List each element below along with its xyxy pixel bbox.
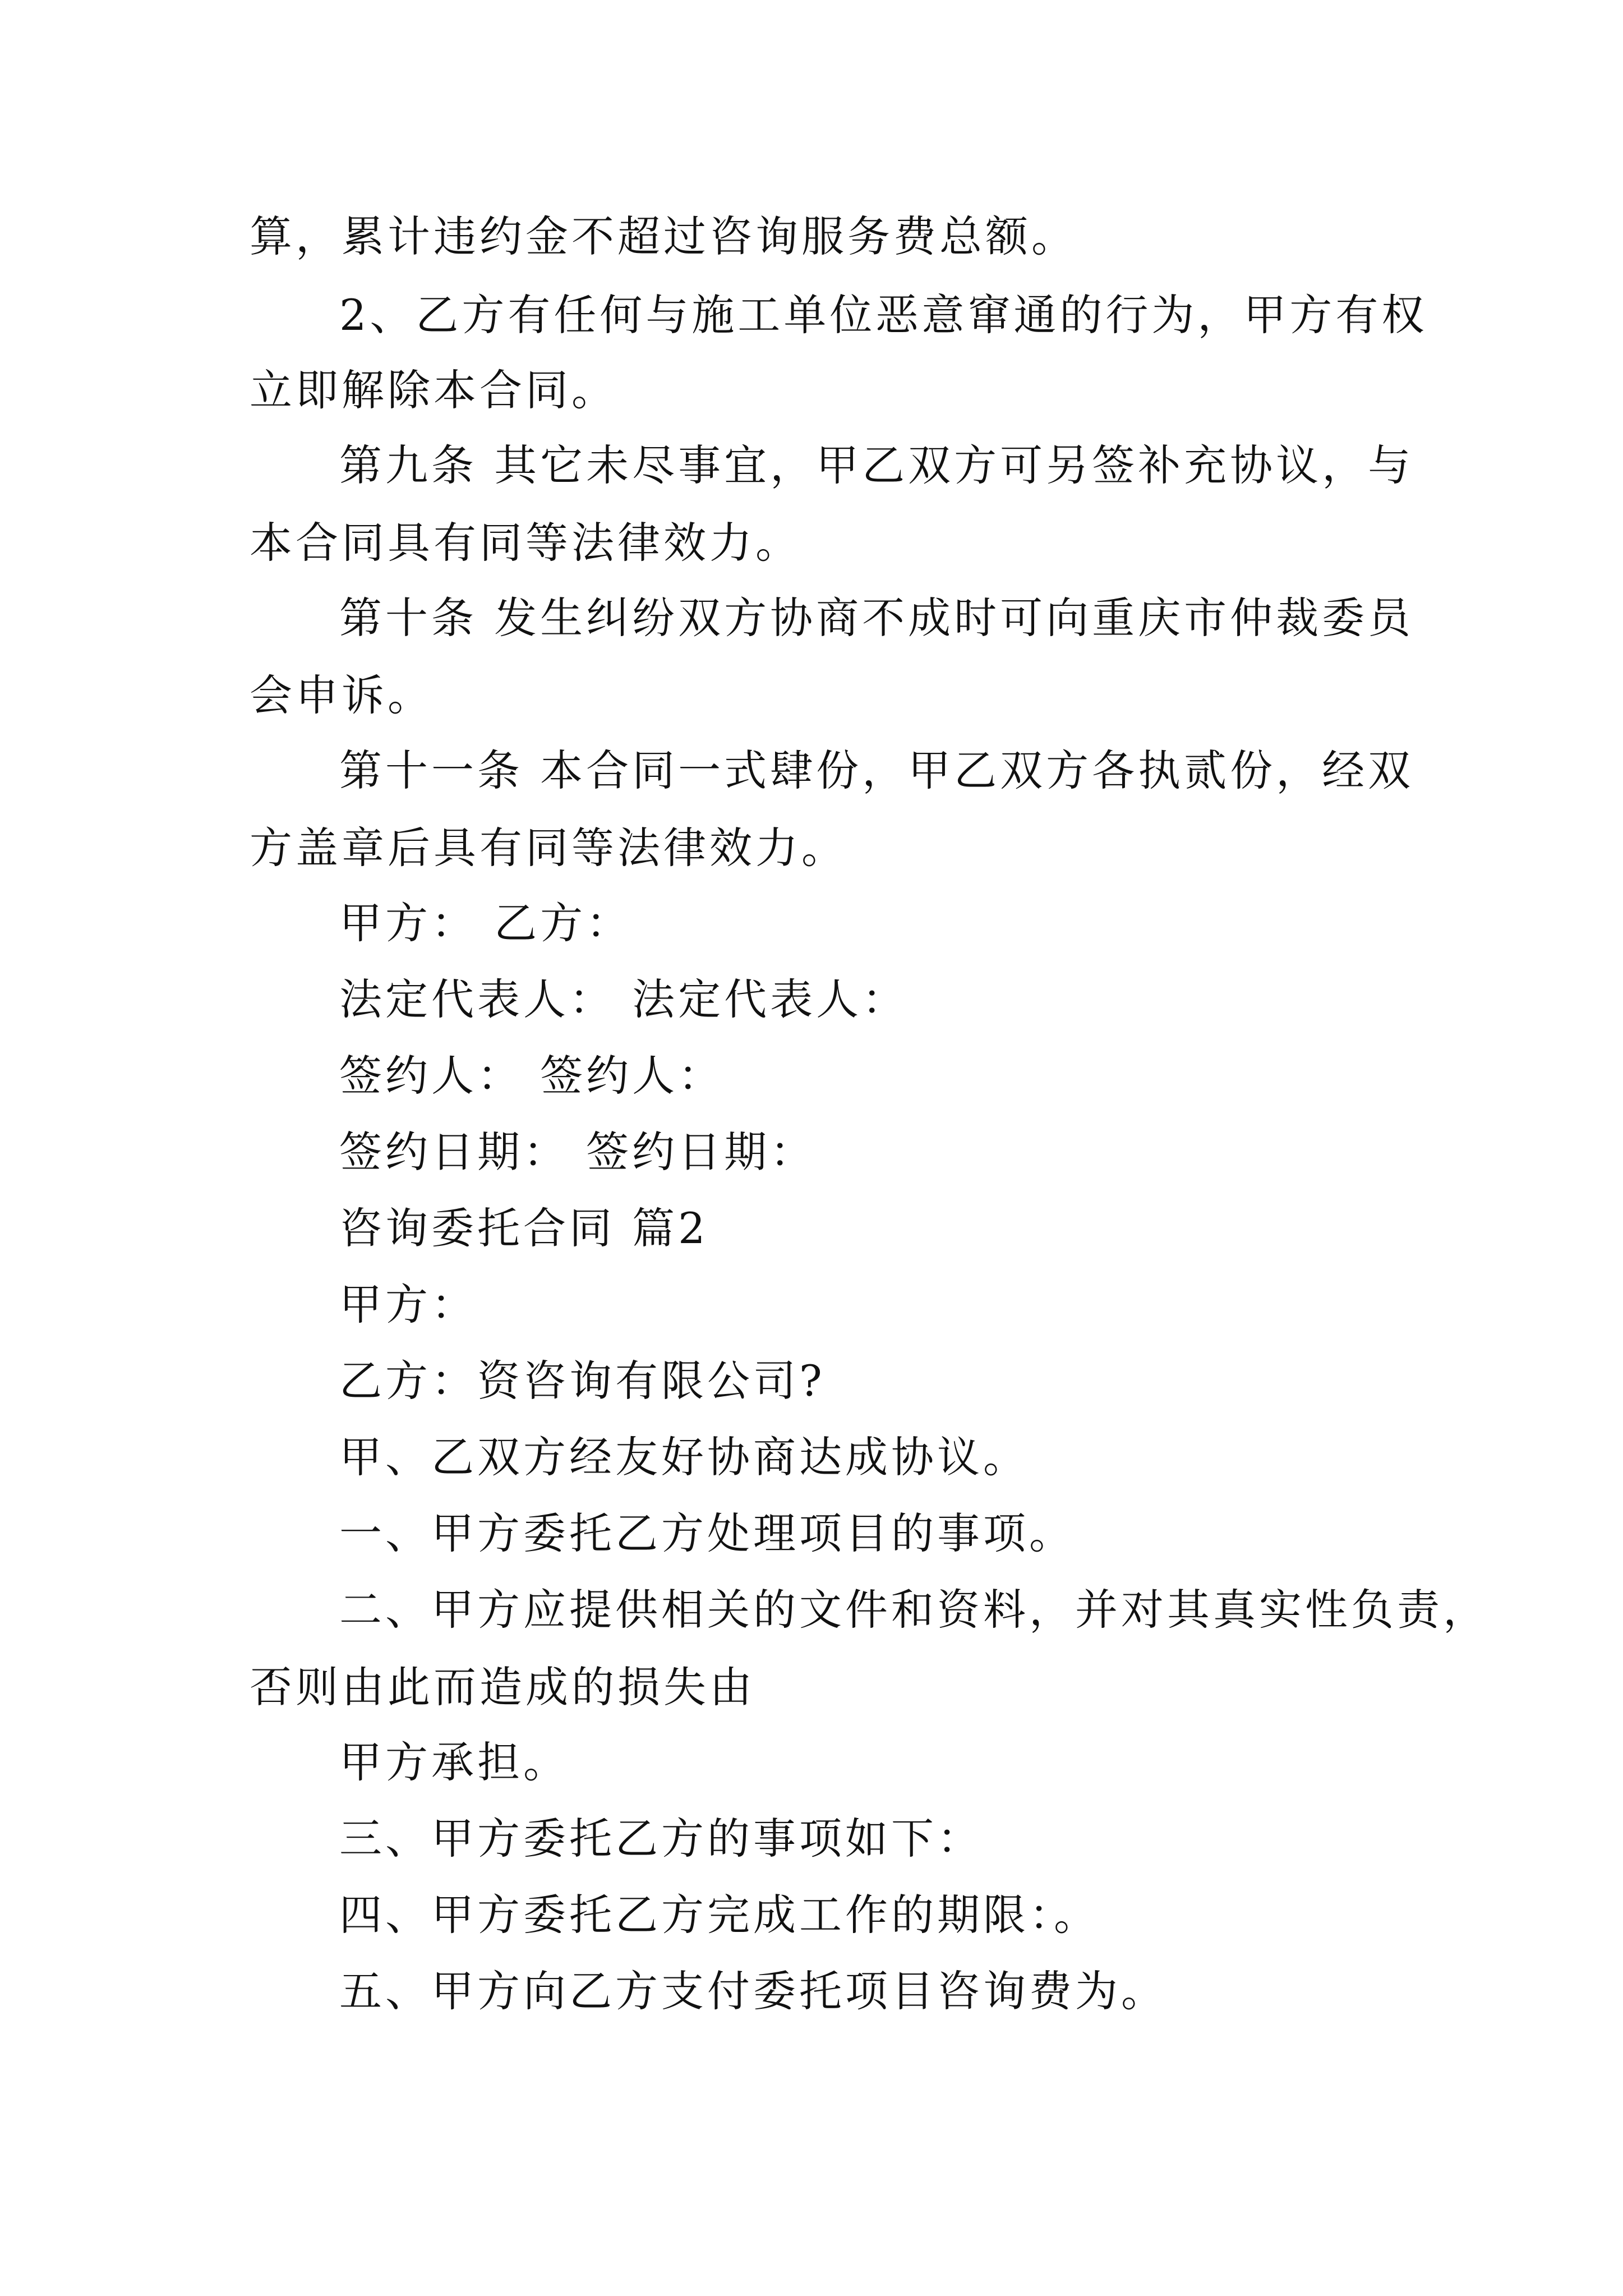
text-line: 会申诉。 <box>250 670 434 720</box>
text-line: 二、甲方应提供相关的文件和资料，并对其真实性负责， <box>339 1585 1489 1635</box>
text-line: 四、甲方委托乙方完成工作的期限：。 <box>339 1890 1100 1940</box>
text-line: 立即解除本合同。 <box>250 365 617 415</box>
text-line: 第十一条 本合同一式肆份，甲乙双方各执贰份，经双 <box>339 746 1414 795</box>
text-line: 法定代表人： 法定代表人： <box>339 974 909 1024</box>
text-line: 签约人： 签约人： <box>339 1051 725 1101</box>
text-line: 一、甲方委托乙方处理项目的事项。 <box>339 1508 1075 1558</box>
section-heading: 咨询委托合同 篇2 <box>339 1203 709 1253</box>
text-line: 甲方： <box>339 1280 477 1329</box>
text-line: 第十条 发生纠纷双方协商不成时可向重庆市仲裁委员 <box>339 593 1414 643</box>
text-line: 乙方：资咨询有限公司? <box>339 1356 826 1406</box>
text-line: 否则由此而造成的损失由 <box>250 1662 755 1712</box>
text-line: 本合同具有同等法律效力。 <box>250 518 801 568</box>
text-line: 甲、乙双方经友好协商达成协议。 <box>339 1432 1029 1482</box>
text-line: 算，累计违约金不超过咨询服务费总额。 <box>250 211 1077 261</box>
text-line: 甲方承担。 <box>339 1737 569 1787</box>
text-line: 五、甲方向乙方支付委托项目咨询费为。 <box>339 1966 1167 2016</box>
text-line: 方盖章后具有同等法律效力。 <box>250 823 847 873</box>
text-line: 第九条 其它未尽事宜，甲乙双方可另签补充协议，与 <box>339 440 1414 490</box>
text-line: 甲方： 乙方： <box>339 898 633 948</box>
text-line: 三、甲方委托乙方的事项如下： <box>339 1814 983 1864</box>
text-line: 签约日期： 签约日期： <box>339 1127 817 1177</box>
text-line: 2、乙方有任何与施工单位恶意窜通的行为，甲方有权 <box>339 290 1428 340</box>
